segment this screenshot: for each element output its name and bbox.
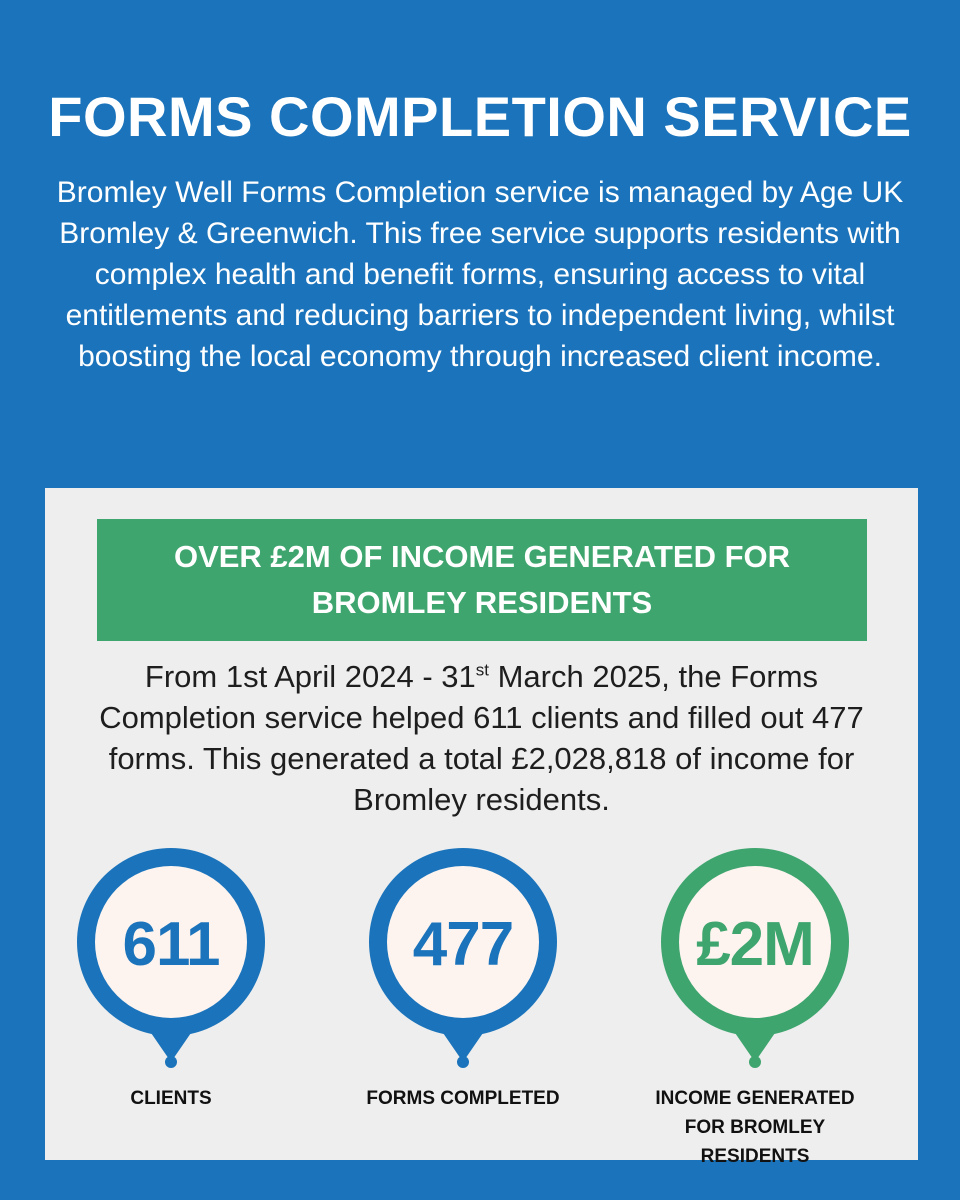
summary-text-end: March 2025, the Forms Completion service helped 611 clients and filled out 477 forms. This generated a total £2,028,818 of income for Bromley residents. (99, 659, 864, 817)
stat-clients (51, 844, 291, 1160)
stat-label-clients: CLIENTS (130, 1088, 212, 1109)
stats-panel (45, 488, 918, 1167)
banner-text: OVER £2M OF INCOME GENERATED FOR BROMLEY RESIDENTS (173, 539, 791, 620)
stat-forms-completed (343, 844, 583, 1160)
page-title: FORMS COMPLETION SERVICE (48, 85, 912, 148)
stat-value-income: £2M (696, 909, 814, 979)
summary-text (65, 656, 898, 820)
income-banner (97, 519, 867, 641)
stat-label-income: INCOME GENERATED FOR BROMLEY RESIDENTS (655, 1088, 855, 1167)
summary-ordinal-suffix: st (475, 660, 489, 680)
stat-income (635, 844, 875, 1167)
summary-text-start: From 1st April 2024 - 31 (144, 659, 476, 694)
stat-value-clients: 611 (122, 909, 220, 979)
stat-value-forms: 477 (412, 909, 514, 979)
stat-label-forms: FORMS COMPLETED (366, 1088, 560, 1109)
intro-paragraph: Bromley Well Forms Completion service is managed by Age UK Bromley & Greenwich. This free service supports residents with complex health and benefit forms, ensuring access to vital entitlements and reducing barriers to independent living, whilst boosting the local economy through increased client income. (56, 176, 904, 373)
